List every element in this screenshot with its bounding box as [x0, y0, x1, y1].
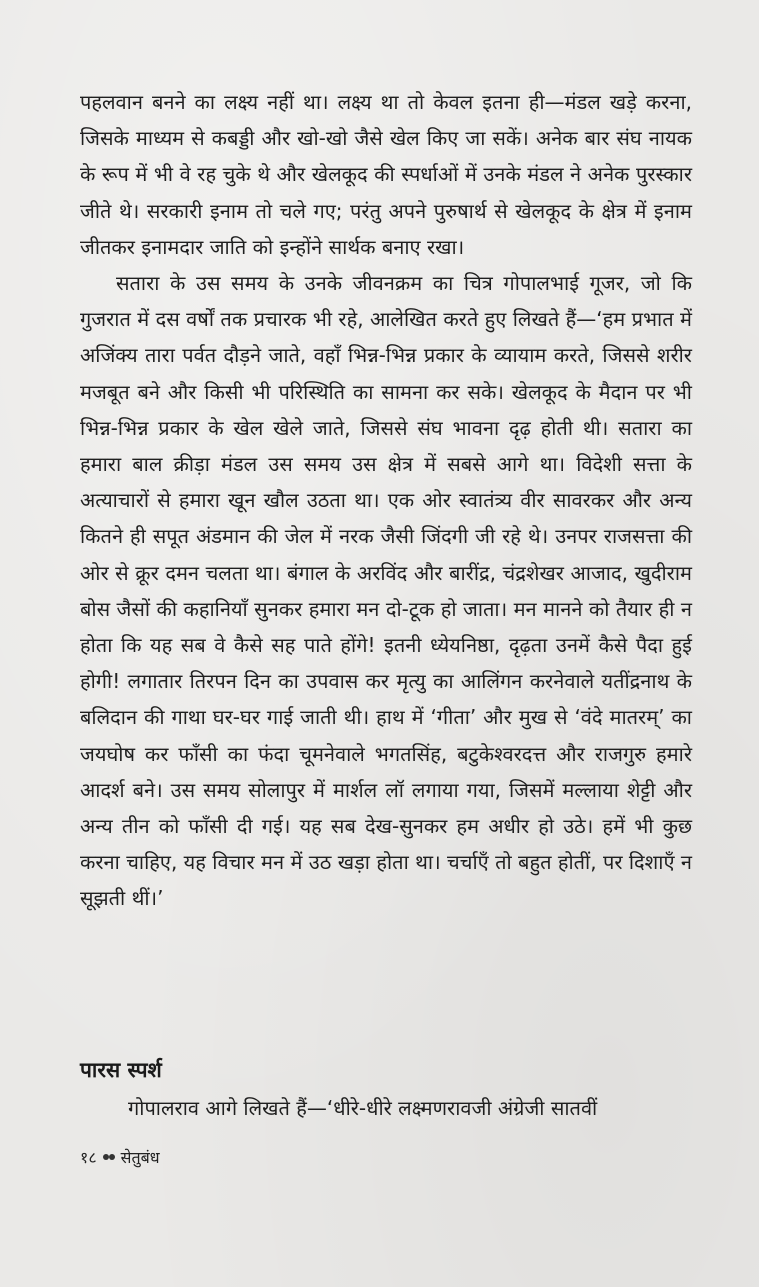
flower-ornament-icon	[103, 1151, 115, 1163]
page-footer	[80, 1146, 160, 1168]
paragraph-1: पहलवान बनने का लक्ष्य नहीं था। लक्ष्य था तो केवल इतना ही—मंडल खड़े करना, जिसके माध्यम से कबड्डी और खो-खो जैसे खेल किए जा सकें। अनेक बार संघ नायक के रूप में भी वे रह चुके थे और खेलकूद की स्पर्धाओं में उनके मंडल ने अनेक पुरस्कार जीते थे। सरकारी इनाम तो चले गए; परंतु अपने पुरुषार्थ से खेलकूद के क्षेत्र में इनाम जीतकर इनामदार जाति को इन्होंने सार्थक बनाए रखा।	[80, 90, 692, 259]
book-title: सेतुबंध	[120, 1148, 160, 1167]
section-first-line: गोपालराव आगे लिखते हैं—‘धीरे-धीरे लक्ष्मणरावजी अंग्रेजी सातवीं	[128, 1096, 598, 1120]
body-text	[80, 84, 692, 917]
page-number: १८	[80, 1148, 97, 1167]
paragraph-2: सतारा के उस समय के उनके जीवनक्रम का चित्र गोपालभाई गूजर, जो कि गुजरात में दस वर्षों तक प्रचारक भी रहे, आलेखित करते हुए लिखते हैं—‘हम प्रभात में अजिंक्य तारा पर्वत दौड़ने जाते, वहाँ भिन्न-भिन्न प्रकार के व्यायाम करते, जिससे शरीर मजबूत बने और किसी भी परिस्थिति का सामना कर सके। खेलकूद के मैदान पर भी भिन्न-भिन्न प्रकार के खेल खेले जाते, जिससे संघ भावना दृढ़ होती थी। सतारा का हमारा बाल क्रीड़ा मंडल उस समय उस क्षेत्र में सबसे आगे था। विदेशी सत्ता के अत्याचारों से हमारा खून खौल उठता था। एक ओर स्वातंत्र्य वीर सावरकर और अन्य कितने ही सपूत अंडमान की जेल में नरक जैसी जिंदगी जी रहे थे। उनपर राजसत्ता की ओर से क्रूर दमन चलता था। बंगाल के अरविंद और बारींद्र, चंद्रशेखर आजाद, खुदीराम बोस जैसों की कहानियाँ सुनकर हमारा मन दो-टूक हो जाता। मन मानने को तैयार ही न होता कि यह सब वे कैसे सह पाते होंगे! इतनी ध्येयनिष्ठा, दृढ़ता उनमें कैसे पैदा हुई होगी! लगातार तिरपन दिन का उपवास कर मृत्यु का आलिंगन करनेवाले यतींद्रनाथ के बलिदान की गाथा घर-घर गाई जाती थी। हाथ में ‘गीता’ और मुख से ‘वंदे मातरम्’ का जयघोष कर फाँसी का फंदा चूमनेवाले भगतसिंह, बटुकेश्वरदत्त और राजगुरु हमारे आदर्श बने। उस समय सोलापुर में मार्शल लॉ लगाया गया, जिसमें मल्लाया शेट्टी और अन्य तीन को फाँसी दी गई। यह सब देख-सुनकर हम अधीर हो उठे। हमें भी कुछ करना चाहिए, यह विचार मन में उठ खड़ा होता था। चर्चाएँ तो बहुत होतीं, पर दिशाएँ न सूझती थीं।’	[80, 271, 692, 911]
section-heading: पारस स्पर्श	[80, 1058, 162, 1082]
